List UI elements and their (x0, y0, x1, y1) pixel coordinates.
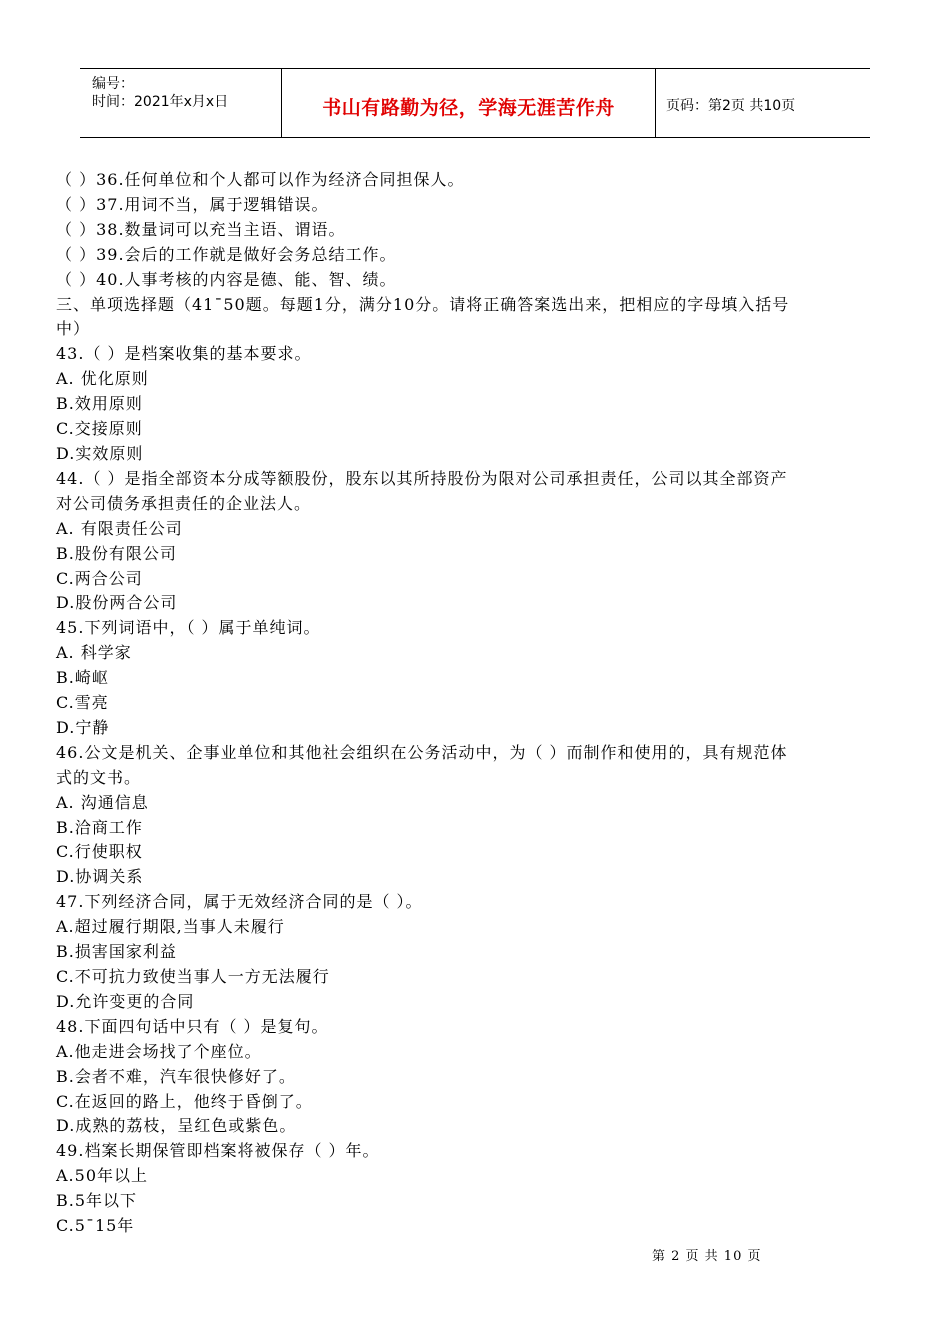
text-line: D.允许变更的合同 (56, 991, 195, 1011)
text-line: A. 沟通信息 (56, 792, 149, 812)
text-line: D.宁静 (56, 717, 110, 737)
text-line: 47.下列经济合同，属于无效经济合同的是（ ）。 (56, 892, 423, 912)
text-line: （ ）40.人事考核的内容是德、能、智、绩。 (56, 269, 397, 289)
text-line: 43.（ ）是档案收集的基本要求。 (56, 344, 312, 364)
text-line: D.协调关系 (56, 867, 144, 887)
text-line: 49.档案长期保管即档案将被保存（ ）年。 (56, 1141, 380, 1161)
text-line: （ ）37.用词不当，属于逻辑错误。 (56, 194, 329, 214)
text-line: 48.下面四句话中只有（ ）是复句。 (56, 1016, 329, 1036)
text-line: D.实效原则 (56, 443, 144, 463)
page-number-label: 页码：第2页 共10页 (666, 98, 796, 114)
header-info-cell (80, 69, 282, 137)
text-line: （ ）38.数量词可以充当主语、谓语。 (56, 219, 346, 239)
header-motto-cell (282, 69, 656, 137)
text-line: B.效用原则 (56, 394, 143, 414)
text-line: D.成熟的荔枝，呈红色或紫色。 (56, 1116, 297, 1136)
text-line: 对公司债务承担责任的企业法人。 (56, 493, 312, 513)
text-line: A.他走进会场找了个座位。 (56, 1041, 262, 1061)
text-line: 44.（ ）是指全部资本分成等额股份，股东以其所持股份为限对公司承担责任，公司以其全部资产 (56, 468, 788, 488)
date-label: 时间：2021年x月x日 (92, 94, 229, 110)
text-line: C.交接原则 (56, 419, 143, 439)
text-line: 式的文书。 (56, 767, 142, 787)
text-line: A. 科学家 (56, 643, 132, 663)
page-header (80, 68, 870, 138)
text-line: （ ）39.会后的工作就是做好会务总结工作。 (56, 244, 397, 264)
text-line: （ ）36.任何单位和个人都可以作为经济合同担保人。 (56, 170, 465, 189)
document-body (56, 168, 896, 1239)
text-line: A.50年以上 (56, 1166, 149, 1186)
text-line: B.会者不难，汽车很快修好了。 (56, 1066, 296, 1086)
text-line: B.损害国家利益 (56, 942, 177, 962)
text-line: A. 优化原则 (56, 369, 149, 389)
text-line: A.超过履行期限,当事人未履行 (56, 917, 285, 937)
header-page-cell (656, 69, 870, 137)
text-line: B.崎岖 (56, 668, 109, 688)
text-line: 45.下列词语中，（ ）属于单纯词。 (56, 618, 321, 638)
number-label: 编号： (92, 76, 134, 92)
text-line: C.行使职权 (56, 842, 143, 862)
text-line: D.股份两合公司 (56, 593, 178, 613)
text-line: C.在返回的路上，他终于昏倒了。 (56, 1091, 313, 1111)
page-footer: 第 2 页 共 10 页 (652, 1249, 762, 1264)
text-line: C.两合公司 (56, 568, 143, 588)
text-line: B.5年以下 (56, 1191, 138, 1211)
text-line: 中） (56, 319, 91, 339)
text-line: C.5¯15年 (56, 1216, 135, 1236)
text-line: B.股份有限公司 (56, 543, 177, 563)
text-line: C.雪亮 (56, 693, 109, 713)
motto-text: 书山有路勤为径，学海无涯苦作舟 (322, 97, 615, 119)
text-line: A. 有限责任公司 (56, 518, 183, 538)
text-line: C.不可抗力致使当事人一方无法履行 (56, 967, 330, 986)
text-line: 46.公文是机关、企事业单位和其他社会组织在公务活动中，为（ ）而制作和使用的，具有规范体 (56, 742, 788, 762)
text-line: B.洽商工作 (56, 817, 143, 837)
text-line: 三、单项选择题（41¯50题。每题1分，满分10分。请将正确答案选出来，把相应的字母填入括号 (56, 294, 790, 314)
